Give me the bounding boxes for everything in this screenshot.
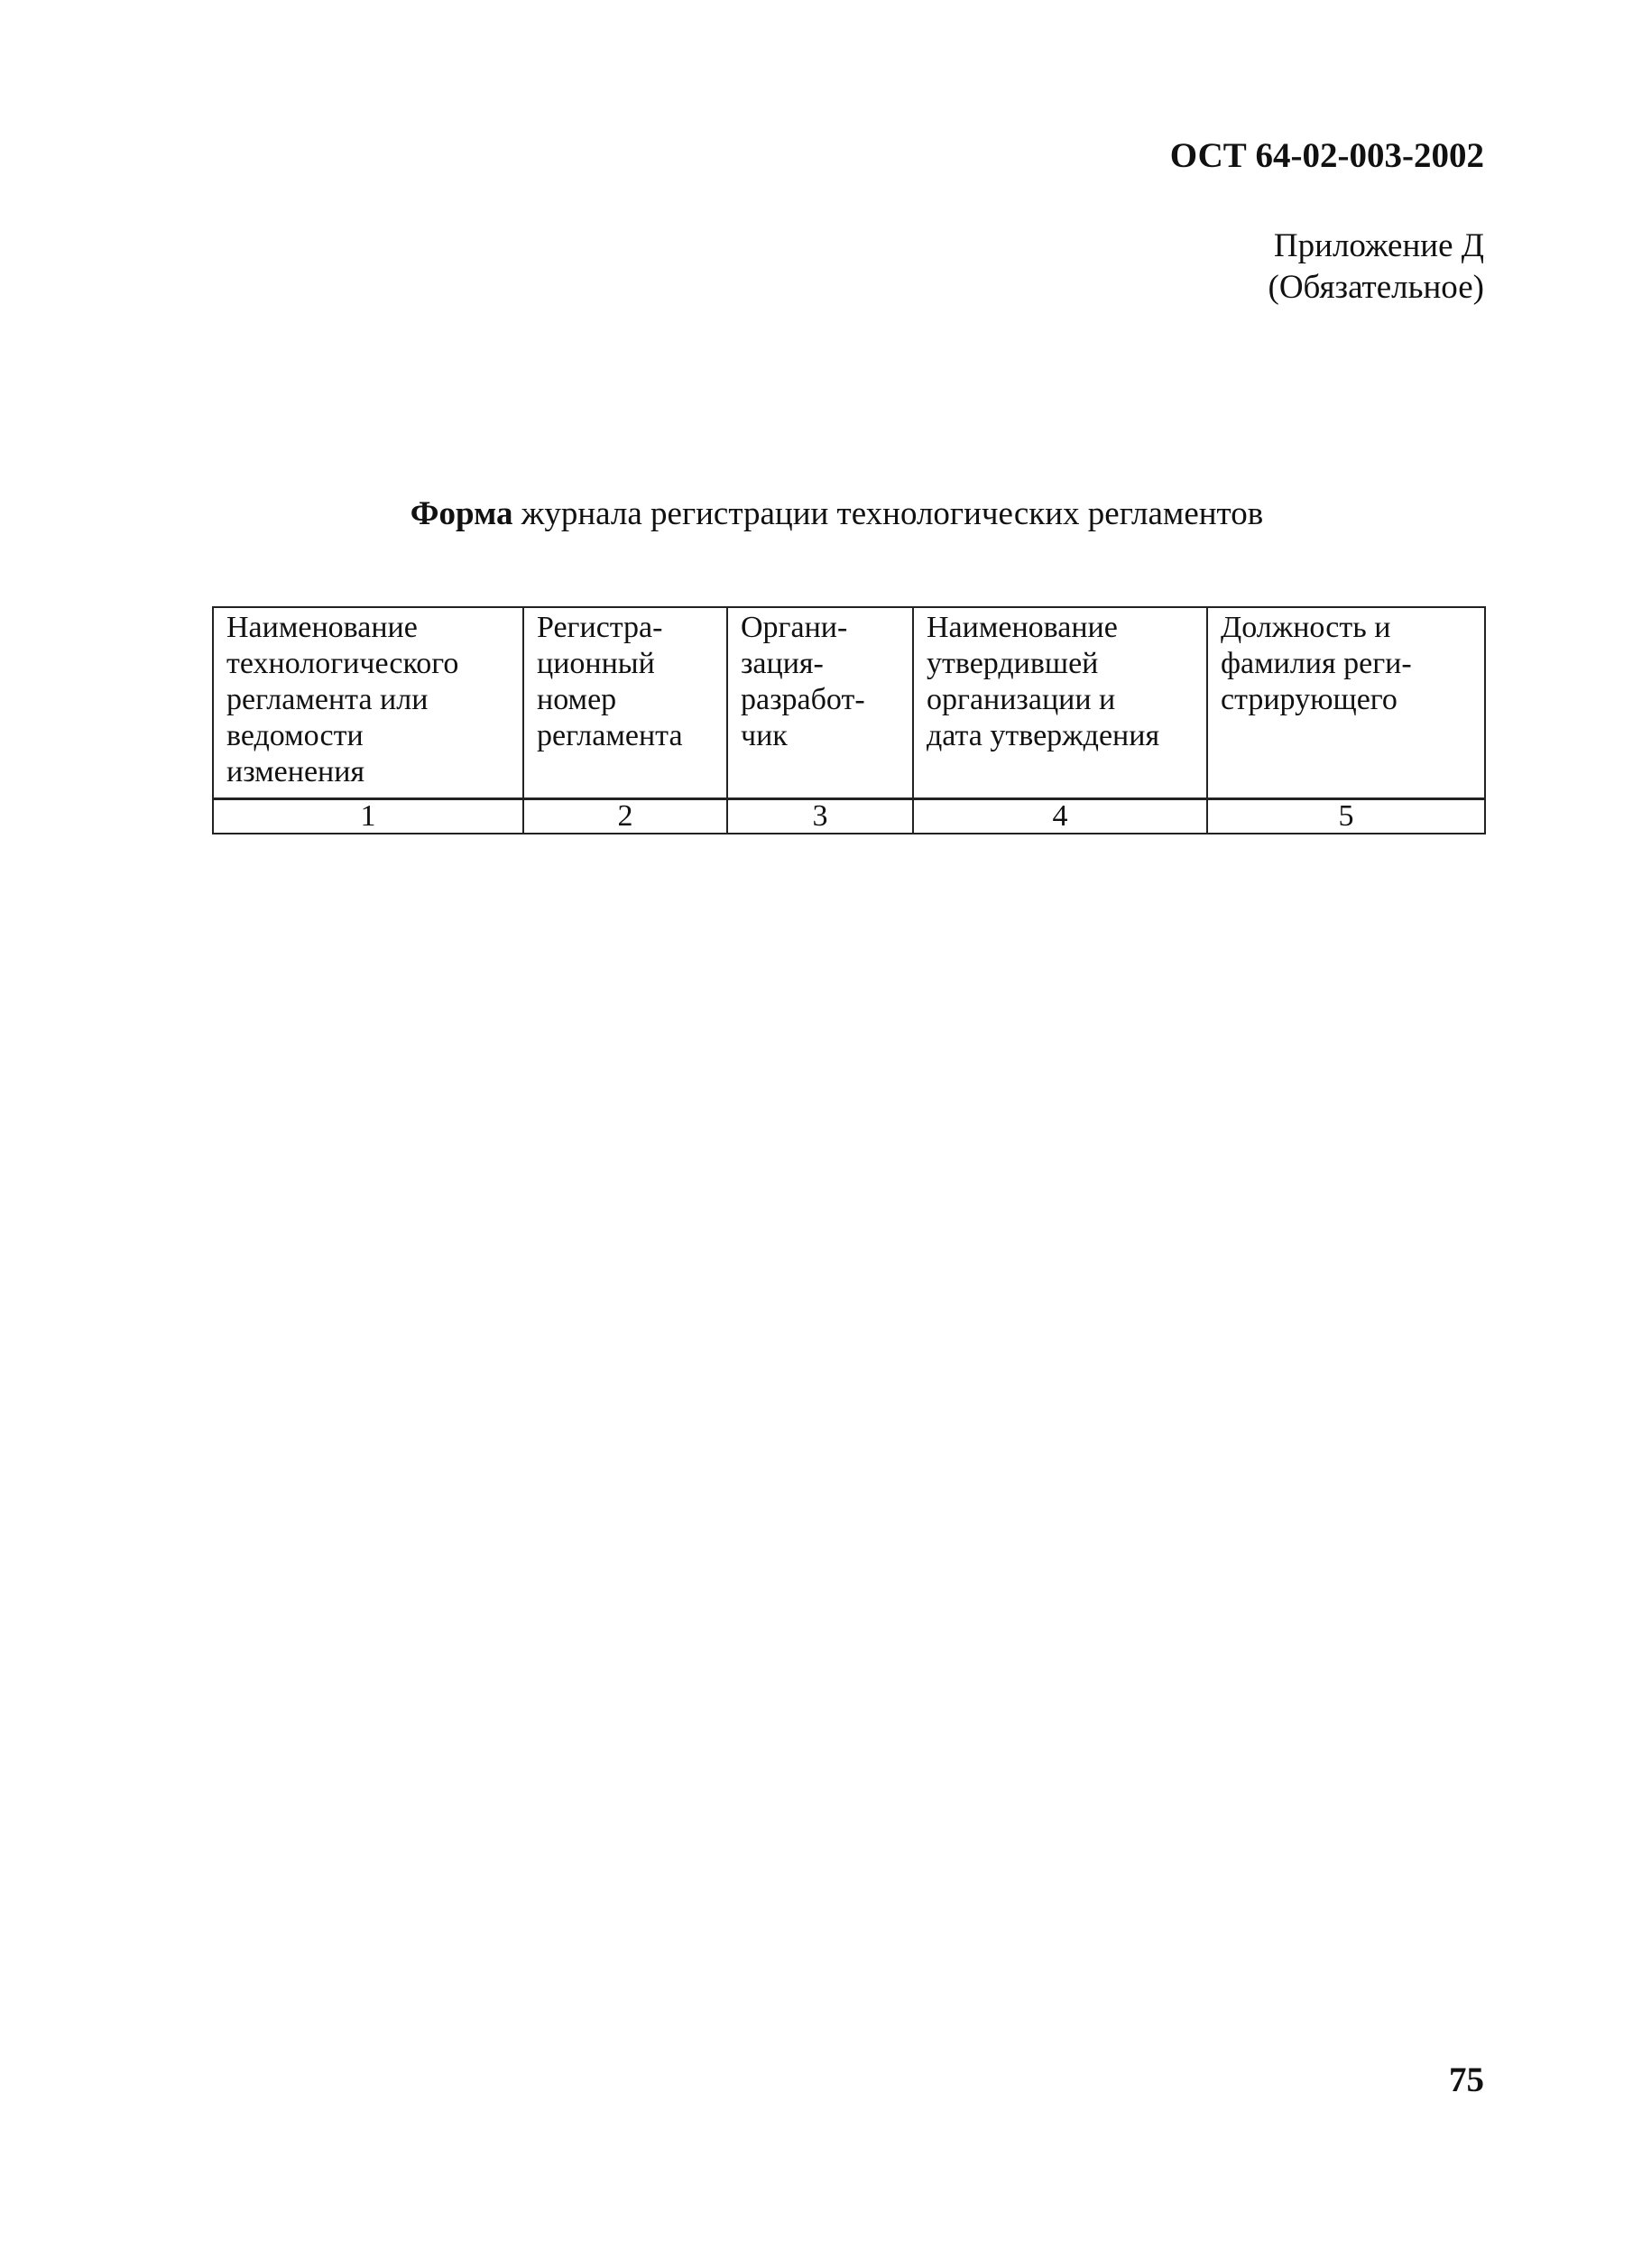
form-title <box>0 494 1642 533</box>
form-title-bold: Форма <box>410 495 513 532</box>
appendix-status: (Обязательное) <box>1268 269 1484 306</box>
column-number-3: 3 <box>727 799 913 834</box>
standard-code: ОСТ 64-02-003-2002 <box>1169 136 1484 175</box>
header-cell-registration-number: Регистра- ционный номер регламента <box>523 607 727 799</box>
table-header-row <box>213 607 1485 799</box>
appendix-label <box>1268 226 1484 309</box>
column-number-row <box>213 799 1485 834</box>
column-number-1: 1 <box>213 799 523 834</box>
header-cell-registrar: Должность и фамилия реги- стрирующего <box>1207 607 1485 799</box>
column-number-5: 5 <box>1207 799 1485 834</box>
page-number: 75 <box>1449 2061 1484 2099</box>
header-cell-approving-organization: Наименование утвердившей организации и дата утверждения <box>913 607 1207 799</box>
header-cell-reglament-name: Наименование технологического регламента или ведомости изменения <box>213 607 523 799</box>
registration-journal-table <box>212 606 1486 834</box>
header-cell-developer-organization: Органи- зация- разработ- чик <box>727 607 913 799</box>
appendix-title: Приложение Д <box>1273 227 1484 264</box>
form-title-rest: журнала регистрации технологических регламентов <box>512 495 1264 532</box>
column-number-2: 2 <box>523 799 727 834</box>
column-number-4: 4 <box>913 799 1207 834</box>
